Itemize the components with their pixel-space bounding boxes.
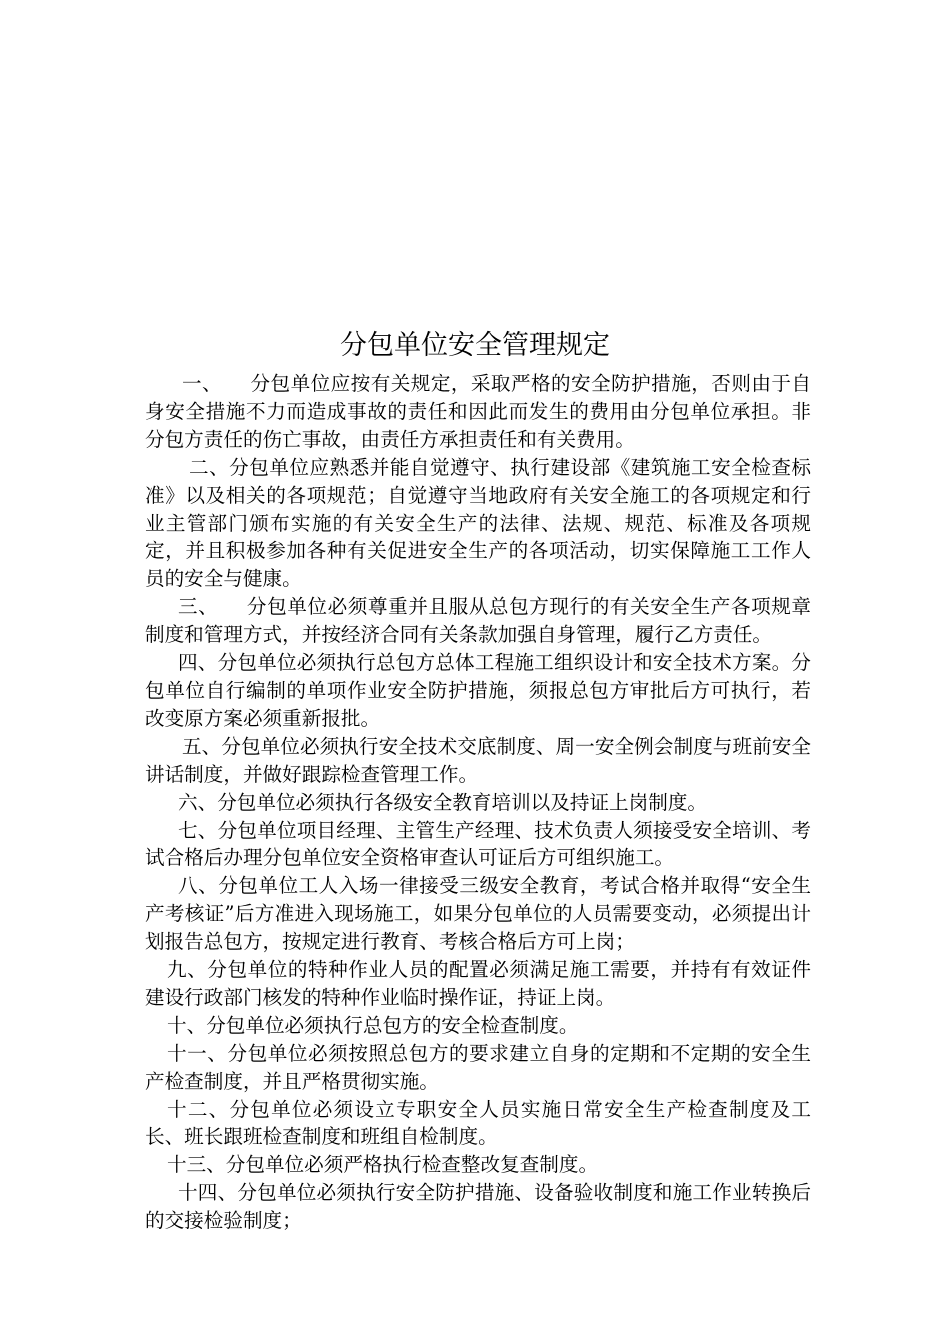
clause-text: 分包单位必须执行总包方的安全检查制度。 (206, 1013, 579, 1037)
clause-text: 分包单位的特种作业人员的配置必须满足施工需要，并持有有效证件建设行政部门核发的特种作业临时操作证，持证上岗。 (145, 958, 812, 1009)
clause-text: 分包单位必须执行安全防护措施、设备验收制度和施工作业转换后的交接检验制度； (145, 1181, 812, 1233)
clause-text: 分包单位必须严格执行检查整改复查制度。 (225, 1153, 599, 1177)
document-body (145, 370, 811, 1235)
clause-number: 八、 (178, 874, 219, 898)
clause-7 (145, 817, 811, 873)
clause-number: 九、 (167, 958, 208, 982)
clause-9 (145, 956, 811, 1012)
clause-number: 六、 (178, 790, 218, 814)
clause-14 (145, 1179, 811, 1235)
clause-number: 十一、 (167, 1041, 228, 1065)
document-title: 分包单位安全管理规定 (340, 330, 610, 361)
clause-text: 分包单位必须执行各级安全教育培训以及持证上岗制度。 (217, 790, 708, 814)
clause-number: 十、 (167, 1013, 207, 1037)
clause-3 (145, 593, 811, 649)
clause-4 (145, 649, 811, 733)
clause-number: 一、 (182, 372, 223, 395)
clause-text: 分包单位应按有关规定，采取严格的安全防护措施，否则由于自身安全措施不力而造成事故的责任和因此而发生的费用由分包单位承担。非分包方责任的伤亡事故，由责任方承担责任和有关费用。 (145, 372, 812, 451)
clause-8 (145, 872, 811, 956)
clause-number: 四、 (178, 651, 218, 675)
clause-13 (145, 1151, 811, 1179)
clause-text: 分包单位必须设立专职安全人员实施日常安全生产检查制度及工长、班长跟班检查制度和班组自检制度。 (145, 1097, 812, 1149)
clause-number: 七、 (178, 818, 218, 842)
clause-text: 分包单位必须执行总包方总体工程施工组织设计和安全技术方案。分包单位自行编制的单项作业安全防护措施，须报总包方审批后方可执行，若改变原方案必须重新报批。 (145, 651, 812, 730)
clause-5 (145, 733, 811, 789)
clause-number: 三、 (178, 595, 219, 619)
clause-number: 十三、 (167, 1153, 226, 1177)
clause-6 (145, 789, 811, 817)
clause-text: 分包单位工人入场一律接受三级安全教育，考试合格并取得“安全生产考核证”后方准进入现场施工，如果分包单位的人员需要变动，必须提出计划报告总包方，按规定进行教育、考核合格后方可上岗； (145, 874, 811, 954)
clause-number: 十四、 (178, 1181, 238, 1205)
clause-text: 分包单位应熟悉并能自觉遵守、执行建设部《建筑施工安全检查标准》以及相关的各项规范；自觉遵守当地政府有关安全施工的各项规定和行业主管部门颁布实施的有关安全生产的法律、法规、规范、标准及各项规定，并且积极参加各种有关促进安全生产的各项活动，切实保障施工工作人员的安全与健康。 (145, 455, 812, 591)
clause-10 (145, 1012, 811, 1040)
clause-number: 二、 (189, 455, 230, 479)
clause-number: 五、 (182, 734, 222, 758)
clause-text: 分包单位必须执行安全技术交底制度、周一安全例会制度与班前安全讲话制度，并做好跟踪检查管理工作。 (145, 734, 812, 786)
clause-1 (145, 370, 811, 454)
clause-11 (145, 1040, 811, 1096)
clause-12 (145, 1096, 811, 1152)
clause-2 (145, 454, 811, 594)
clause-text: 分包单位必须按照总包方的要求建立自身的定期和不定期的安全生产检查制度，并且严格贯彻实施。 (145, 1041, 812, 1093)
clause-text: 分包单位必须尊重并且服从总包方现行的有关安全生产各项规章制度和管理方式，并按经济合同有关条款加强自身管理，履行乙方责任。 (145, 595, 812, 647)
clause-number: 十二、 (167, 1097, 230, 1121)
clause-text: 分包单位项目经理、主管生产经理、技术负责人须接受安全培训、考试合格后办理分包单位安全资格审查认可证后方可组织施工。 (145, 818, 812, 870)
